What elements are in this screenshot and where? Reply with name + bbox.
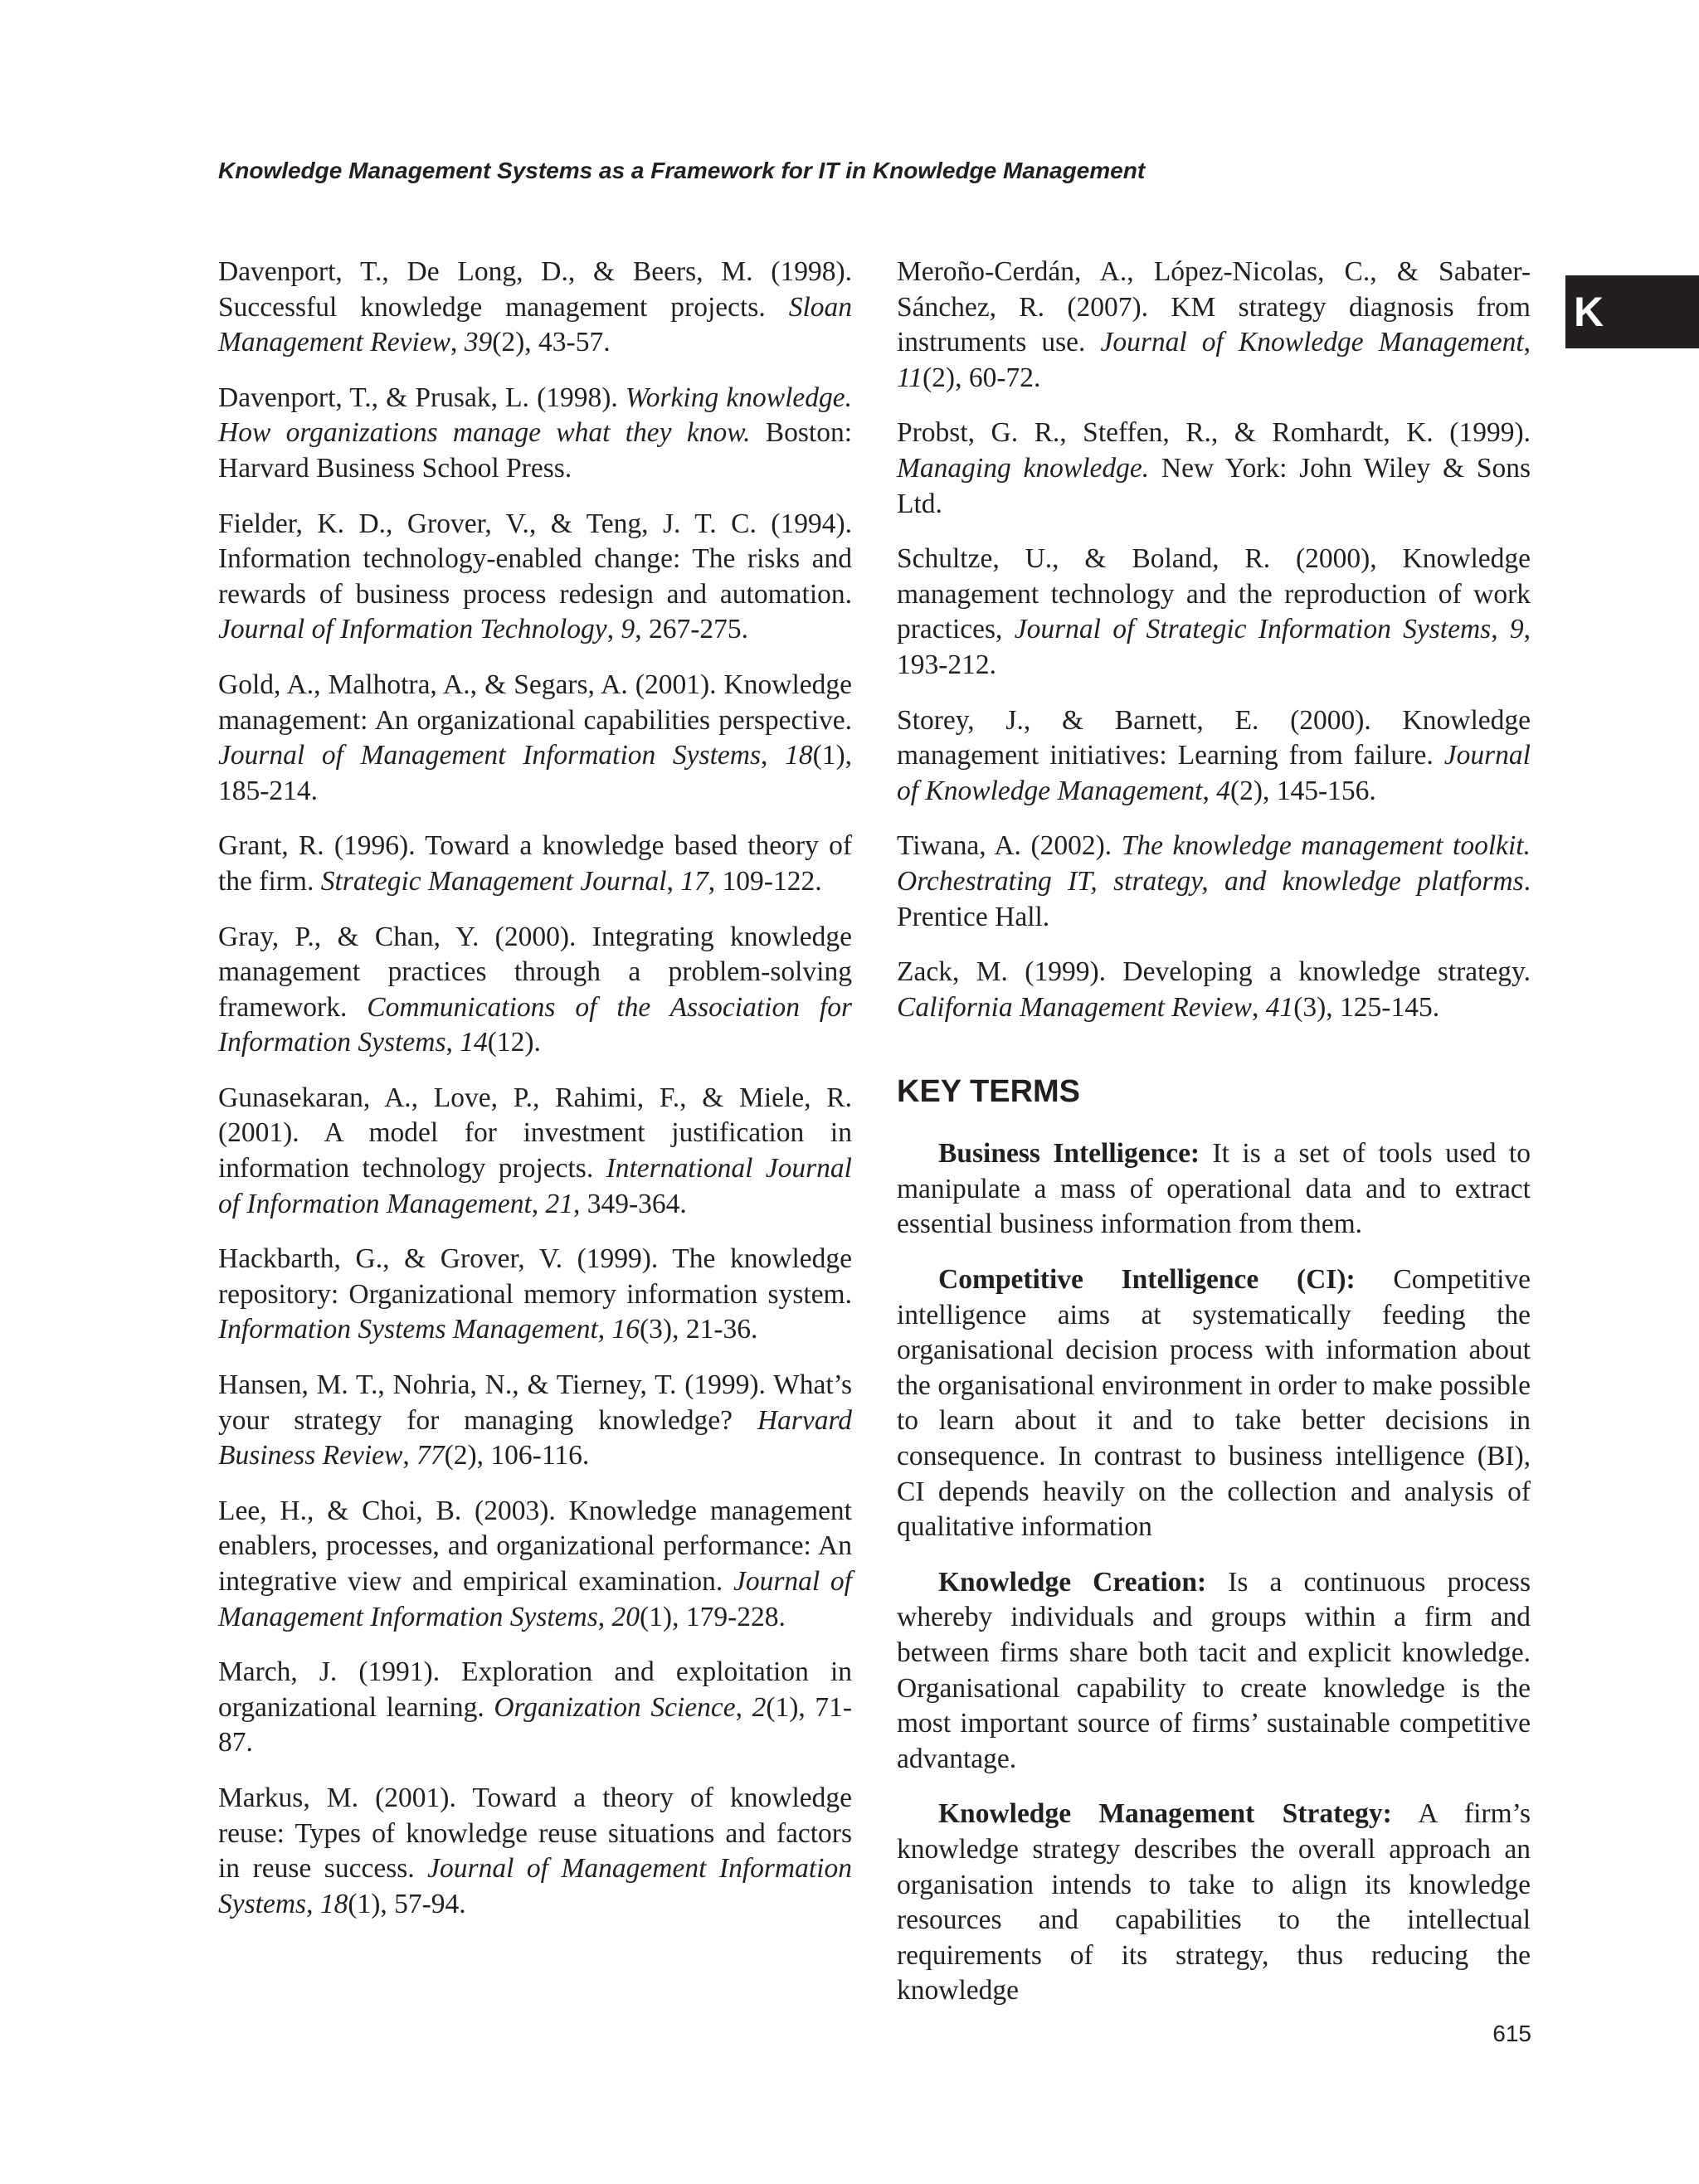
reference-item: Hackbarth, G., & Grover, V. (1999). The knowledge repository: Organizational memory information system. Information Systems Management, 16(3), 21-36. [218, 1243, 852, 1345]
running-title: Knowledge Management Systems as a Framework for IT in Knowledge Management [218, 158, 1146, 183]
reference-item: Lee, H., & Choi, B. (2003). Knowledge management enablers, processes, and organizational performance: An integrative view and empirical examination. Journal of Management Information Systems, 20(1), 179-228. [218, 1495, 852, 1632]
references-left-column [218, 255, 852, 1942]
key-term-item: Competitive Intelligence (CI): Competitive intelligence aims at systematically feeding the organisational decision process with information about the organisational environment in order to make possible to learn about it and to take better decisions in consequence. In contrast to business intelligence (BI), CI depends heavily on the collection and analysis of qualitative information [897, 1264, 1531, 1543]
key-term-label: Knowledge Management Strategy: [938, 1798, 1392, 1830]
references-right-column [897, 255, 1531, 2029]
key-term-item: Knowledge Management Strategy: A firm’s knowledge strategy describes the overall approach an organisation intends to take to align its knowledge resources and capabilities to the intellectual requirements of its strategy, thus reducing the knowledge [897, 1798, 1531, 2006]
reference-item: Fielder, K. D., Grover, V., & Teng, J. T. C. (1994). Information technology-enabled change: The risks and rewards of business process redesign and automation. Journal of Information Technology, 9, 267-275. [218, 508, 852, 645]
reference-item: Tiwana, A. (2002). The knowledge management toolkit. Orchestrating IT, strategy, and knowledge platforms. Prentice Hall. [897, 830, 1531, 932]
reference-item: Storey, J., & Barnett, E. (2000). Knowledge management initiatives: Learning from failure. Journal of Knowledge Management, 4(2), 145-156. [897, 704, 1531, 806]
key-term-label: Competitive Intelligence (CI): [938, 1264, 1356, 1296]
key-term-label: Knowledge Creation: [938, 1566, 1207, 1598]
reference-item: Schultze, U., & Boland, R. (2000), Knowledge management technology and the reproduction of work practices, Journal of Strategic Information Systems, 9, 193-212. [897, 543, 1531, 680]
reference-item: March, J. (1991). Exploration and exploitation in organizational learning. Organization Science, 2(1), 71-87. [218, 1656, 853, 1758]
reference-item: Zack, M. (1999). Developing a knowledge strategy. California Management Review, 41(3), 125-145. [897, 956, 1531, 1023]
reference-item: Davenport, T., De Long, D., & Beers, M. (1998). Successful knowledge management projects. Sloan Management Review, 39(2), 43-57. [218, 256, 852, 358]
reference-item: Gunasekaran, A., Love, P., Rahimi, F., & Miele, R. (2001). A model for investment justification in information technology projects. International Journal of Information Management, 21, 349-364. [218, 1082, 852, 1219]
reference-item: Probst, G. R., Steffen, R., & Romhardt, K. (1999). Managing knowledge. New York: John Wiley & Sons Ltd. [897, 417, 1531, 519]
key-term-item: Knowledge Creation: Is a continuous process whereby individuals and groups within a firm and between firms share both tacit and explicit knowledge. Organisational capability to create knowledge is the most important source of firms’ sustainable competitive advantage. [897, 1566, 1531, 1774]
key-term-label: Business Intelligence: [938, 1138, 1200, 1170]
reference-item: Grant, R. (1996). Toward a knowledge based theory of the firm. Strategic Management Journal, 17, 109-122. [218, 830, 852, 897]
page-number: 615 [1492, 2021, 1531, 2046]
key-term-item: Business Intelligence: It is a set of tools used to manipulate a mass of operational data and to extract essential business information from them. [897, 1138, 1531, 1240]
section-tab: K [1565, 275, 1699, 348]
reference-item: Hansen, M. T., Nohria, N., & Tierney, T. (1999). What’s your strategy for managing knowledge? Harvard Business Review, 77(2), 106-116. [218, 1369, 852, 1471]
reference-item: Markus, M. (2001). Toward a theory of knowledge reuse: Types of knowledge reuse situations and factors in reuse success. Journal of Management Information Systems, 18(1), 57-94. [218, 1782, 852, 1919]
reference-item: Meroño-Cerdán, A., López-Nicolas, C., & Sabater-Sánchez, R. (2007). KM strategy diagnosis from instruments use. Journal of Knowledge Management, 11(2), 60-72. [897, 256, 1531, 393]
reference-item: Gold, A., Malhotra, A., & Segars, A. (2001). Knowledge management: An organizational capabilities perspective. Journal of Management Information Systems, 18(1), 185-214. [218, 669, 852, 806]
reference-item: Davenport, T., & Prusak, L. (1998). Working knowledge. How organizations manage what they know. Boston: Harvard Business School Press. [218, 382, 853, 484]
reference-item: Gray, P., & Chan, Y. (2000). Integrating knowledge management practices through a problem-solving framework. Communications of the Association for Information Systems, 14(12). [218, 921, 852, 1058]
key-terms-heading: KEY TERMS [897, 1074, 1081, 1110]
